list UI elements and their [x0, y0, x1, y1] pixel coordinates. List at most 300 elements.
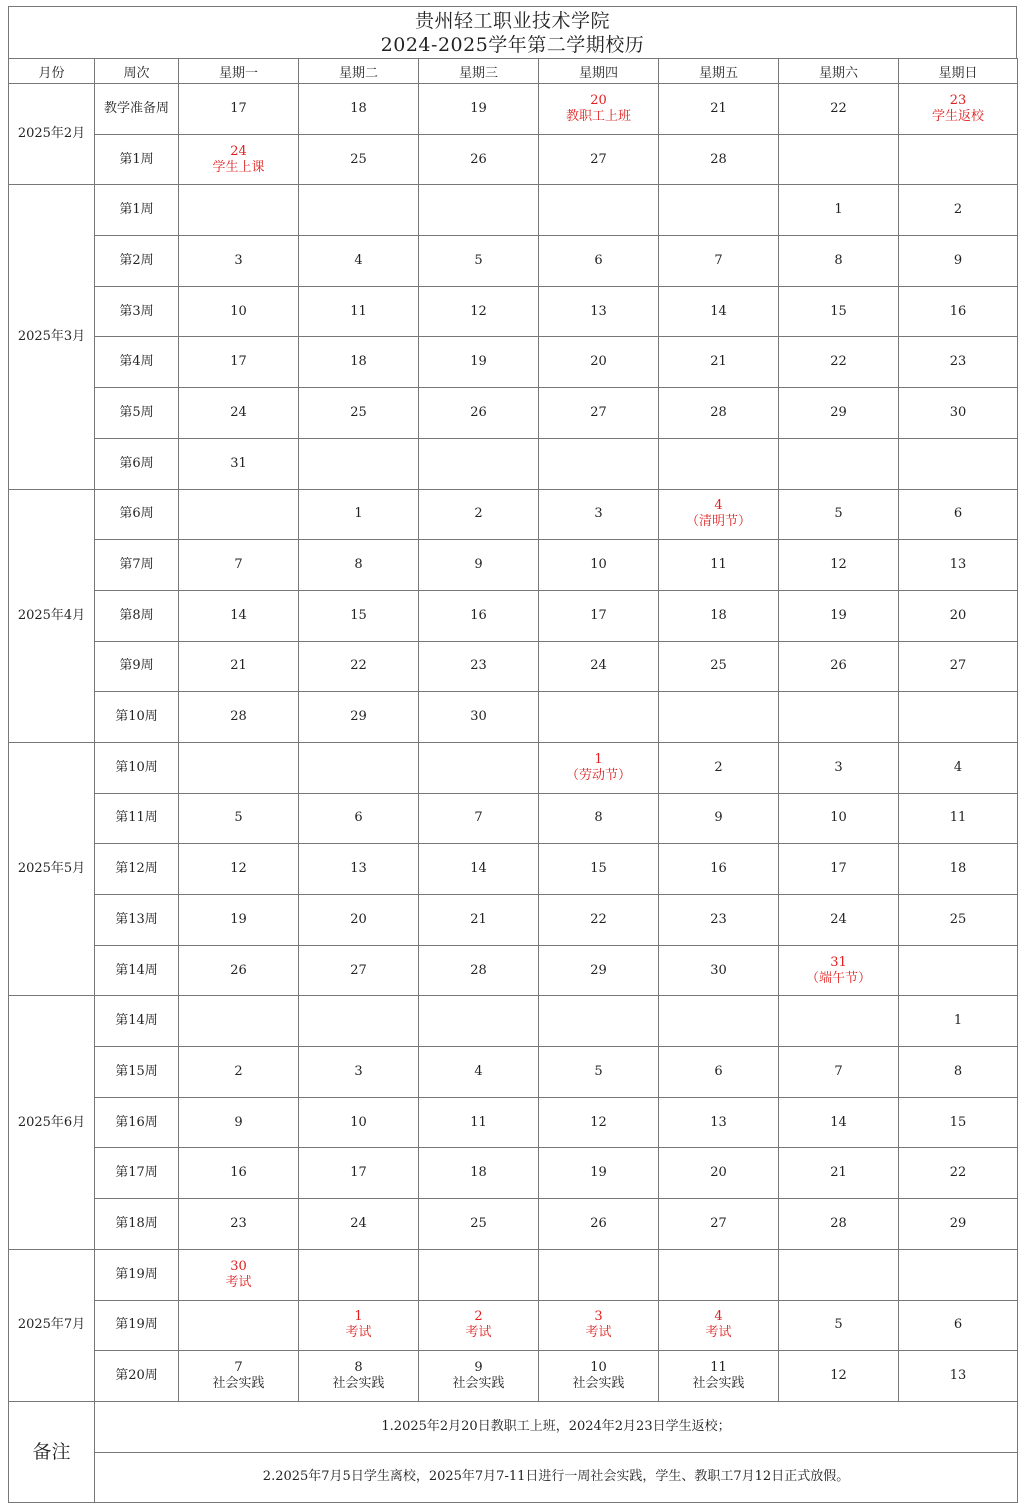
day-cell: [299, 1351, 419, 1402]
day-number: 13: [590, 303, 607, 319]
day-cell: [659, 236, 779, 287]
day-cell: [779, 1199, 899, 1250]
day-number: 7: [234, 1360, 243, 1376]
day-cell: [299, 1300, 419, 1351]
day-number: 21: [710, 100, 727, 116]
day-number: 13: [350, 861, 367, 877]
day-cell: [419, 1351, 539, 1402]
day-cell: [659, 996, 779, 1047]
day-number: 31: [230, 455, 247, 471]
calendar-body: [9, 84, 1018, 1402]
header-sunday: 星期日: [899, 59, 1018, 84]
day-number: 25: [350, 151, 367, 167]
day-cell: [299, 438, 419, 489]
day-number: 22: [350, 658, 367, 674]
day-cell: [539, 1249, 659, 1300]
week-row: [9, 185, 1018, 236]
day-number: 29: [949, 1215, 967, 1231]
day-number: 8: [594, 810, 603, 826]
day-cell: [179, 1148, 299, 1199]
day-cell: [419, 692, 539, 743]
day-cell: [539, 185, 659, 236]
day-number: 19: [470, 100, 487, 116]
day-cell: [299, 489, 419, 540]
day-cell: [179, 489, 299, 540]
day-cell: [899, 236, 1018, 287]
day-cell: [659, 641, 779, 692]
day-number: 9: [474, 557, 483, 573]
header-week: 周次: [95, 59, 179, 84]
day-cell: [899, 1351, 1018, 1402]
day-number: 9: [474, 1360, 483, 1376]
week-row: [9, 692, 1018, 743]
day-number: 5: [474, 252, 483, 268]
school-name: 贵州轻工职业技术学院: [414, 10, 610, 32]
day-cell: [539, 1199, 659, 1250]
day-cell: [419, 1249, 539, 1300]
day-number: 16: [949, 303, 967, 319]
day-number: 20: [710, 1165, 727, 1181]
day-note: 学生返校: [931, 108, 984, 124]
day-cell: [419, 742, 539, 793]
day-number: 23: [949, 354, 967, 370]
day-cell: [899, 793, 1018, 844]
day-number: 16: [230, 1165, 247, 1181]
day-number: 14: [470, 861, 487, 877]
day-number: 22: [590, 911, 607, 927]
day-number: 19: [830, 607, 847, 623]
day-cell: [659, 945, 779, 996]
day-number: 21: [470, 911, 487, 927]
day-number: 26: [470, 151, 487, 167]
day-number: 21: [710, 354, 727, 370]
day-cell: [659, 844, 779, 895]
day-number: 24: [230, 143, 247, 159]
day-number: 6: [953, 506, 963, 522]
week-row: [9, 945, 1018, 996]
week-row: [9, 337, 1018, 388]
day-number: 9: [234, 1114, 243, 1130]
day-cell: [899, 286, 1018, 337]
day-number: 11: [710, 557, 727, 573]
day-number: 12: [470, 303, 487, 319]
header-monday: 星期一: [179, 59, 299, 84]
day-cell: [899, 996, 1018, 1047]
day-cell: [899, 945, 1018, 996]
day-number: 18: [710, 607, 727, 623]
day-cell: [419, 337, 539, 388]
day-number: 9: [953, 252, 963, 268]
day-cell: [299, 236, 419, 287]
day-cell: [659, 134, 779, 185]
day-number: 5: [834, 506, 843, 522]
day-number: 23: [230, 1215, 247, 1231]
day-cell: [899, 742, 1018, 793]
day-number: 22: [949, 1165, 967, 1181]
day-cell: [419, 1097, 539, 1148]
week-label: 第19周: [95, 1300, 179, 1351]
day-cell: [899, 540, 1018, 591]
day-cell: [779, 1300, 899, 1351]
day-note: 社会实践: [212, 1376, 265, 1392]
day-cell: [179, 590, 299, 641]
day-number: 5: [834, 1317, 843, 1333]
day-cell: [899, 1148, 1018, 1199]
day-note: 教职工上班: [565, 108, 631, 124]
day-number: 12: [590, 1114, 607, 1130]
day-cell: [179, 996, 299, 1047]
day-number: 15: [830, 303, 847, 319]
day-number: 6: [953, 1317, 963, 1333]
notes-row-2: [9, 1452, 1018, 1503]
day-cell: [179, 844, 299, 895]
day-cell: [779, 337, 899, 388]
day-number: 23: [710, 911, 727, 927]
day-cell: [539, 895, 659, 946]
day-note: 社会实践: [452, 1376, 505, 1392]
notes-line-2: 2.2025年7月5日学生离校，2025年7月7-11日进行一周社会实践，学生、教职工7月12日正式放假。: [95, 1452, 1018, 1503]
day-cell: [179, 438, 299, 489]
day-cell: [539, 1300, 659, 1351]
day-number: 4: [714, 498, 723, 514]
day-cell: [179, 1300, 299, 1351]
day-cell: [179, 1199, 299, 1250]
day-cell: [659, 1199, 779, 1250]
week-label: 第14周: [95, 996, 179, 1047]
day-cell: [419, 84, 539, 135]
day-number: 14: [710, 303, 727, 319]
day-number: 4: [714, 1309, 723, 1325]
day-cell: [539, 590, 659, 641]
day-cell: [539, 641, 659, 692]
day-cell: [659, 489, 779, 540]
day-number: 27: [710, 1215, 727, 1231]
day-number: 12: [830, 557, 847, 573]
day-number: 30: [949, 404, 967, 420]
day-number: 18: [350, 354, 367, 370]
day-number: 2: [714, 759, 723, 775]
day-cell: [299, 388, 419, 439]
day-number: 4: [474, 1063, 483, 1079]
month-label: 2025年3月: [9, 185, 95, 489]
day-cell: [659, 590, 779, 641]
day-number: 18: [949, 861, 967, 877]
day-number: 27: [350, 962, 367, 978]
day-number: 19: [470, 354, 487, 370]
month-label: 2025年4月: [9, 489, 95, 742]
day-note: 社会实践: [332, 1376, 385, 1392]
day-number: 22: [830, 100, 847, 116]
day-cell: [779, 1047, 899, 1098]
day-number: 21: [230, 658, 247, 674]
day-cell: [539, 844, 659, 895]
header-wednesday: 星期三: [419, 59, 539, 84]
day-note: 社会实践: [572, 1376, 625, 1392]
week-label: 第14周: [95, 945, 179, 996]
day-number: 10: [830, 810, 847, 826]
day-cell: [539, 793, 659, 844]
notes-label: 备注: [9, 1401, 95, 1502]
day-cell: [779, 286, 899, 337]
week-row: [9, 641, 1018, 692]
day-cell: [179, 1047, 299, 1098]
week-label: 第17周: [95, 1148, 179, 1199]
day-cell: [179, 641, 299, 692]
day-number: 23: [470, 658, 487, 674]
day-cell: [539, 1047, 659, 1098]
day-cell: [179, 945, 299, 996]
week-label: 第4周: [95, 337, 179, 388]
day-note: 社会实践: [692, 1376, 745, 1392]
day-cell: [299, 84, 419, 135]
day-cell: [539, 1351, 659, 1402]
day-cell: [539, 286, 659, 337]
day-number: 5: [594, 1063, 603, 1079]
day-number: 17: [230, 354, 247, 370]
week-row: [9, 844, 1018, 895]
day-cell: [659, 185, 779, 236]
day-number: 20: [590, 92, 607, 108]
day-cell: [779, 185, 899, 236]
day-cell: [299, 185, 419, 236]
day-cell: [899, 1097, 1018, 1148]
week-label: 第1周: [95, 134, 179, 185]
day-cell: [419, 793, 539, 844]
week-label: 第5周: [95, 388, 179, 439]
week-row: [9, 540, 1018, 591]
day-number: 2: [474, 1309, 483, 1325]
day-number: 15: [949, 1114, 967, 1130]
week-row: [9, 793, 1018, 844]
week-label: 第11周: [95, 793, 179, 844]
day-cell: [779, 1351, 899, 1402]
day-number: 4: [354, 252, 363, 268]
day-cell: [899, 1047, 1018, 1098]
day-cell: [899, 590, 1018, 641]
week-row: [9, 1249, 1018, 1300]
day-number: 13: [949, 1368, 967, 1384]
day-number: 1: [354, 506, 363, 522]
day-cell: [179, 540, 299, 591]
week-row: [9, 895, 1018, 946]
day-number: 28: [830, 1215, 847, 1231]
day-number: 19: [590, 1165, 607, 1181]
week-label: 第10周: [95, 692, 179, 743]
header-friday: 星期五: [659, 59, 779, 84]
day-number: 10: [590, 1360, 607, 1376]
day-number: 9: [714, 810, 723, 826]
day-number: 25: [470, 1215, 487, 1231]
day-cell: [539, 996, 659, 1047]
week-label: 第2周: [95, 236, 179, 287]
day-number: 27: [949, 658, 967, 674]
day-cell: [779, 388, 899, 439]
day-number: 20: [949, 607, 967, 623]
day-number: 7: [474, 810, 483, 826]
day-number: 26: [230, 962, 247, 978]
day-number: 8: [834, 252, 843, 268]
day-cell: [299, 996, 419, 1047]
day-cell: [899, 84, 1018, 135]
day-cell: [659, 438, 779, 489]
day-number: 5: [234, 810, 243, 826]
day-number: 17: [590, 607, 607, 623]
day-cell: [659, 742, 779, 793]
day-number: 7: [714, 252, 723, 268]
day-cell: [419, 540, 539, 591]
day-cell: [299, 286, 419, 337]
day-cell: [419, 388, 539, 439]
day-cell: [779, 438, 899, 489]
day-cell: [179, 1351, 299, 1402]
day-number: 11: [710, 1360, 727, 1376]
day-number: 6: [354, 810, 363, 826]
day-number: 20: [350, 911, 367, 927]
day-number: 15: [590, 861, 607, 877]
week-label: 第16周: [95, 1097, 179, 1148]
day-number: 25: [350, 404, 367, 420]
week-label: 第18周: [95, 1199, 179, 1250]
day-number: 24: [350, 1215, 367, 1231]
day-number: 26: [590, 1215, 607, 1231]
day-cell: [419, 1148, 539, 1199]
day-cell: [179, 1249, 299, 1300]
day-note: （劳动节）: [565, 767, 631, 783]
day-cell: [299, 692, 419, 743]
day-cell: [419, 286, 539, 337]
day-number: 11: [470, 1114, 487, 1130]
day-cell: [419, 1047, 539, 1098]
day-cell: [539, 388, 659, 439]
week-row: [9, 1097, 1018, 1148]
day-cell: [179, 286, 299, 337]
header-row: [9, 59, 1018, 84]
day-number: 28: [470, 962, 487, 978]
week-label: 第12周: [95, 844, 179, 895]
day-cell: [659, 1047, 779, 1098]
day-number: 3: [594, 1309, 603, 1325]
day-cell: [539, 489, 659, 540]
day-note: 学生上课: [212, 159, 265, 175]
day-cell: [779, 540, 899, 591]
day-number: 17: [230, 100, 247, 116]
week-row: [9, 1300, 1018, 1351]
day-cell: [899, 388, 1018, 439]
week-row: [9, 742, 1018, 793]
day-number: 6: [714, 1063, 723, 1079]
day-cell: [299, 1097, 419, 1148]
day-cell: [419, 590, 539, 641]
day-note: 考试: [705, 1325, 732, 1341]
calendar-page: [8, 6, 1017, 1503]
day-cell: [299, 1047, 419, 1098]
day-cell: [659, 895, 779, 946]
day-number: 1: [834, 202, 843, 218]
day-note: 考试: [225, 1274, 252, 1290]
week-label: 第20周: [95, 1351, 179, 1402]
day-cell: [419, 844, 539, 895]
day-cell: [419, 489, 539, 540]
day-number: 11: [350, 303, 367, 319]
day-number: 10: [590, 557, 607, 573]
day-cell: [659, 793, 779, 844]
day-cell: [659, 337, 779, 388]
day-cell: [299, 641, 419, 692]
day-cell: [539, 84, 659, 135]
day-cell: [539, 134, 659, 185]
day-note: （端午节）: [805, 970, 871, 986]
header-month: 月份: [9, 59, 95, 84]
day-number: 1: [354, 1309, 363, 1325]
day-number: 13: [949, 557, 967, 573]
day-cell: [899, 134, 1018, 185]
day-cell: [179, 134, 299, 185]
day-cell: [179, 185, 299, 236]
day-number: 28: [230, 709, 247, 725]
day-cell: [659, 1148, 779, 1199]
day-cell: [299, 793, 419, 844]
day-cell: [779, 692, 899, 743]
day-cell: [419, 945, 539, 996]
day-cell: [179, 895, 299, 946]
day-cell: [179, 793, 299, 844]
day-number: 29: [590, 962, 607, 978]
day-number: 1: [953, 1013, 963, 1029]
day-number: 11: [949, 810, 967, 826]
day-cell: [779, 236, 899, 287]
day-number: 3: [354, 1063, 363, 1079]
month-label: 2025年5月: [9, 742, 95, 995]
day-number: 19: [230, 911, 247, 927]
day-number: 28: [710, 404, 727, 420]
day-cell: [539, 236, 659, 287]
day-cell: [299, 540, 419, 591]
day-number: 6: [594, 252, 603, 268]
day-number: 3: [594, 506, 603, 522]
calendar-table: [8, 58, 1018, 1503]
week-label: 第15周: [95, 1047, 179, 1098]
day-number: 2: [474, 506, 483, 522]
week-row: [9, 134, 1018, 185]
day-cell: [899, 337, 1018, 388]
day-cell: [179, 692, 299, 743]
day-cell: [299, 895, 419, 946]
day-cell: [299, 1249, 419, 1300]
day-cell: [659, 1097, 779, 1148]
week-label: 第13周: [95, 895, 179, 946]
week-label: 第3周: [95, 286, 179, 337]
day-cell: [899, 489, 1018, 540]
day-number: 26: [830, 658, 847, 674]
week-label: 第10周: [95, 742, 179, 793]
day-cell: [179, 84, 299, 135]
day-number: 30: [710, 962, 727, 978]
day-number: 18: [470, 1165, 487, 1181]
week-row: [9, 286, 1018, 337]
day-number: 30: [470, 709, 487, 725]
day-cell: [179, 388, 299, 439]
day-number: 23: [949, 92, 967, 108]
day-number: 3: [234, 252, 243, 268]
day-cell: [539, 337, 659, 388]
day-number: 25: [710, 658, 727, 674]
week-label: 第7周: [95, 540, 179, 591]
day-number: 29: [350, 709, 367, 725]
day-cell: [299, 1199, 419, 1250]
day-cell: [779, 895, 899, 946]
week-label: 第6周: [95, 438, 179, 489]
day-cell: [899, 1199, 1018, 1250]
